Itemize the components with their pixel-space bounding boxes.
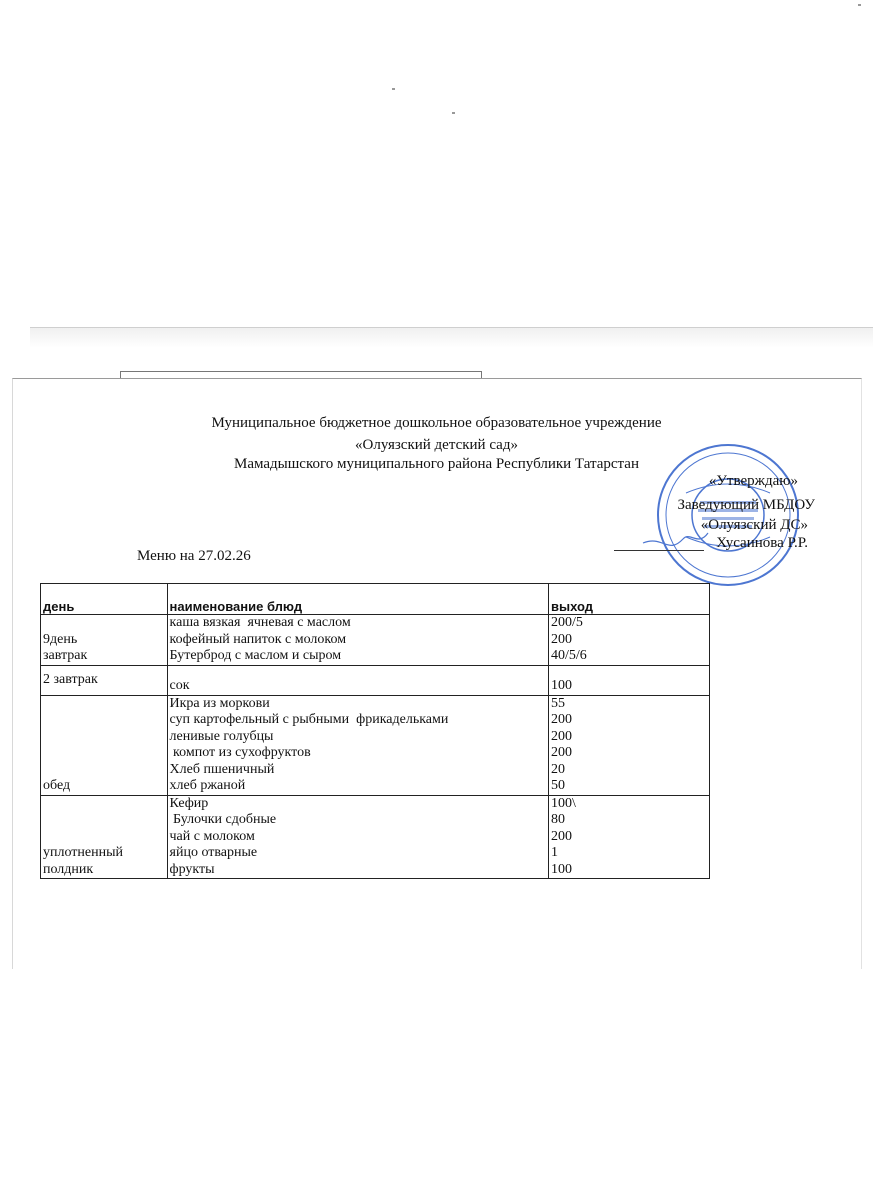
dish-item: яйцо отварные bbox=[169, 845, 258, 860]
dish-item: Булочки сдобные bbox=[169, 812, 277, 827]
output-value: 20 bbox=[551, 761, 566, 777]
header-dish: наименование блюд bbox=[167, 584, 549, 615]
row-day: обед bbox=[41, 695, 168, 795]
row-outputs bbox=[549, 795, 710, 879]
output-value: 50 bbox=[551, 778, 566, 793]
header-day: день bbox=[41, 584, 168, 615]
row-dishes bbox=[167, 665, 549, 695]
approval-line2: Заведующий МБДОУ bbox=[677, 497, 815, 513]
dish-item: хлеб ржаной bbox=[169, 778, 246, 793]
row-dishes bbox=[167, 615, 549, 666]
org-name-line1: Муниципальное бюджетное дошкольное образовательное учреждение bbox=[211, 415, 662, 431]
menu-title: Меню на 27.02.26 bbox=[137, 548, 251, 564]
approval-line3: «Олуязский ДС» bbox=[700, 517, 808, 533]
output-value: 100 bbox=[551, 861, 573, 877]
output-value: 200 bbox=[551, 631, 573, 647]
row-dishes bbox=[167, 795, 549, 879]
dish-item: ленивые голубцы bbox=[169, 728, 274, 744]
org-name-line3: Мамадышского муниципального района Республики Татарстан bbox=[234, 456, 639, 472]
output-value: 200/5 bbox=[551, 615, 583, 630]
dish-item: сок bbox=[169, 678, 190, 693]
dish-item: Икра из моркови bbox=[169, 695, 270, 711]
dish-item: Кефир bbox=[169, 795, 209, 811]
table-row bbox=[41, 695, 710, 795]
scan-speck bbox=[392, 88, 395, 90]
dish-item: компот из сухофруктов bbox=[169, 745, 311, 760]
dish-item: Хлеб пшеничный bbox=[169, 761, 275, 777]
output-value: 100 bbox=[551, 678, 573, 693]
dish-item: каша вязкая ячневая с маслом bbox=[169, 615, 351, 630]
row-day: уплотненный полдник bbox=[41, 795, 168, 879]
dish-item: кофейный напиток с молоком bbox=[169, 631, 347, 647]
output-value: 55 bbox=[551, 695, 566, 711]
approval-line4: Хусаинова Р.Р. bbox=[716, 535, 808, 551]
output-value: 200 bbox=[551, 728, 573, 744]
dish-item: суп картофельный с рыбными фрикадельками bbox=[169, 712, 449, 727]
seal-stamp bbox=[638, 435, 808, 595]
output-value: 200 bbox=[551, 745, 573, 760]
row-outputs bbox=[549, 695, 710, 795]
table-row bbox=[41, 795, 710, 879]
output-value: 40/5/6 bbox=[551, 648, 587, 663]
scan-speck bbox=[452, 112, 455, 114]
output-value: 200 bbox=[551, 828, 573, 844]
dish-item: Бутерброд с маслом и сыром bbox=[169, 648, 342, 663]
row-dishes bbox=[167, 695, 549, 795]
row-outputs bbox=[549, 615, 710, 666]
row-day: 9день завтрак bbox=[41, 615, 168, 666]
approval-line1: «Утверждаю» bbox=[708, 473, 798, 489]
menu-table bbox=[40, 583, 710, 879]
scan-speck bbox=[858, 4, 861, 6]
output-value: 200 bbox=[551, 712, 573, 727]
table-row bbox=[41, 615, 710, 666]
header-output: выход bbox=[549, 584, 710, 615]
output-value: 100\ bbox=[551, 795, 576, 811]
org-name-line2: «Олуязский детский сад» bbox=[355, 437, 518, 453]
row-day: 2 завтрак bbox=[41, 665, 168, 695]
output-value: 80 bbox=[551, 812, 566, 827]
table-header-row bbox=[41, 584, 710, 615]
output-value: 1 bbox=[551, 845, 559, 860]
dish-item: чай с молоком bbox=[169, 828, 255, 844]
signature-line bbox=[614, 550, 704, 551]
table-row bbox=[41, 665, 710, 695]
scan-edge bbox=[30, 327, 873, 348]
row-outputs bbox=[549, 665, 710, 695]
dish-item: фрукты bbox=[169, 861, 215, 877]
